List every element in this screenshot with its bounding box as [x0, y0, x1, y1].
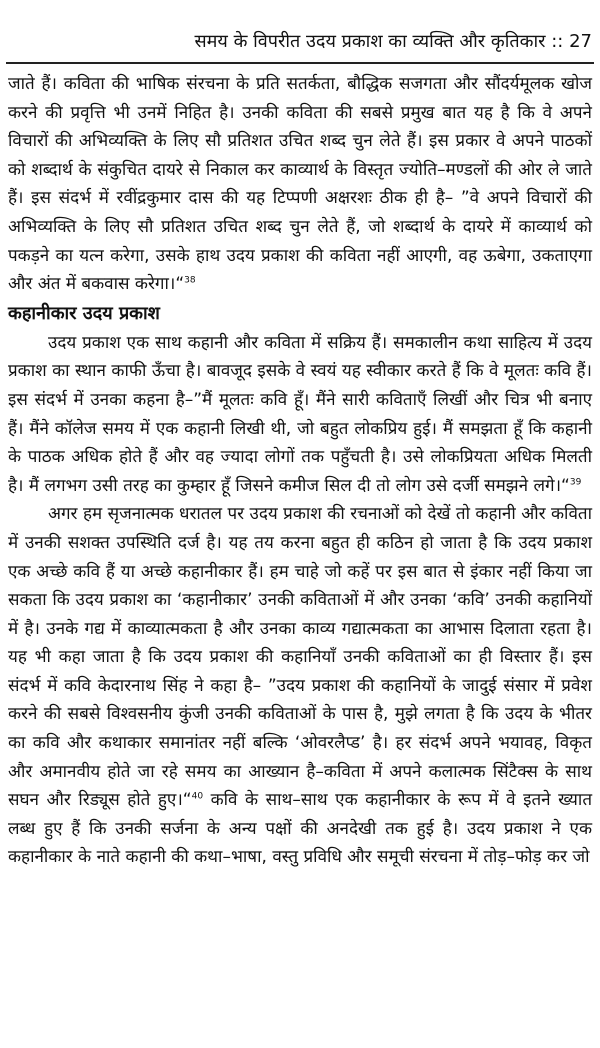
footnote-ref-40: 40 [191, 791, 204, 802]
footnote-ref-38: 38 [184, 275, 196, 286]
running-title: समय के विपरीत उदय प्रकाश का व्यक्ति और कृतिकार [194, 31, 546, 52]
page-number: 27 [569, 31, 592, 52]
paragraph-continued: जाते हैं। कविता की भाषिक संरचना के प्रति सतर्कता, बौद्धिक सजगता और सौंदर्यमूलक खोज करने की प्रवृत्ति भी उनमें निहित है। उनकी कविता की सबसे प्रमुख बात यह है कि वे अपने विचारों की अभिव्यक्ति के लिए सौ प्रतिशत उचित शब्द चुन लेते हैं। इस प्रकार वे अपने पाठकों को शब्दार्थ के संकुचित दायरे से निकाल कर काव्यार्थ के विस्तृत ज्योति–मण्डलों की ओर ले जाते हैं। इस संदर्भ में रवींद्रकुमार दास की यह टिप्पणी अक्षरशः ठीक ही है– ”वे अपने विचारों की अभिव्यक्ति के लिए सौ प्रतिशत उचित शब्द चुन लेते हैं, जो शब्दार्थ के दायरे में काव्यार्थ को पकड़ने का यत्न करेगा, उसके हाथ उदय प्रकाश की कविता नहीं आएगी, वह ऊबेगा, उकताएगा और अंत में बकवास करेगा।“$^{38}$ [8, 74, 592, 295]
section-heading: कहानीकार उदय प्रकाश [8, 302, 160, 324]
running-header [194, 30, 592, 54]
header-separator: :: [551, 31, 564, 52]
footnote-ref-39: 39 [569, 477, 582, 488]
page-body [8, 70, 592, 872]
paragraph-2: अगर हम सृजनात्मक धरातल पर उदय प्रकाश की रचनाओं को देखें तो कहानी और कविता में उनकी सशक्त उपस्थिति दर्ज है। यह तय करना बहुत ही कठिन हो जाता है कि उदय प्रकाश एक अच्छे कवि हैं या अच्छे कहानीकार हैं। हम चाहे जो कहें पर इस बात से इंकार नहीं किया जा सकता कि उदय प्रकाश का ‘कहानीकार’ उनकी कविताओं में और उनका ‘कवि’ उनकी कहानियों में है। उनके गद्य में काव्यात्मकता है और उनका काव्य गद्यात्मकता का आभास दिलाता रहता है। यह भी कहा जाता है कि उदय प्रकाश की कहानियाँ उनकी कविताओं का ही विस्तार हैं। इस संदर्भ में कवि केदारनाथ सिंह ने कहा है– ”उदय प्रकाश की कहानियों के जादुई संसार में प्रवेश करने की सबसे विश्वसनीय कुंजी उनकी कविताओं के पास है, मुझे लगता है कि उदय के भीतर का कवि और कथाकार समानांतर नहीं बल्कि ‘ओवरलैप्ड’ है। हर संदर्भ अपने भयावह, विकृत और अमानवीय होते जा रहे समय का आख्यान है–कविता में अपने कलात्मक सिंटैक्स के साथ सघन और रिड्यूस होते हुए।“$^{40}$ कवि के साथ–साथ एक कहानीकार के रूप में वे इतने ख्यात लब्ध हुए हैं कि उनकी सर्जना के अन्य पक्षों की अनदेखी तक हुई है। उदय प्रकाश ने एक कहानीकार के नाते कहानी की कथा–भाषा, वस्तु प्रविधि और समूची संरचना में तोड़–फोड़ कर जो [8, 504, 593, 868]
header-rule [6, 62, 594, 64]
paragraph-1: उदय प्रकाश एक साथ कहानी और कविता में सक्रिय हैं। समकालीन कथा साहित्य में उदय प्रकाश का स्थान काफी ऊँचा है। बावजूद इसके वे स्वयं यह स्वीकार करते हैं कि वे मूलतः कवि हैं। इस संदर्भ में उनका कहना है–”मैं मूलतः कवि हूँ। मैंने सारी कविताएँ लिखीं और चित्र भी बनाए हैं। मैंने कॉलेज समय में एक कहानी लिखी थी, जो बहुत लोकप्रिय हुई। मैं समझता हूँ कि कहानी के पाठक अधिक होते हैं और वह ज्यादा लोगों तक पहुँचती है। उसे लोकप्रियता अधिक मिलती है। मैं लगभग उसी तरह का कुम्हार हूँ जिसने कमीज सिल दी तो लोग उसे दर्जी समझने लगे।“$^{39}$ [8, 332, 592, 496]
